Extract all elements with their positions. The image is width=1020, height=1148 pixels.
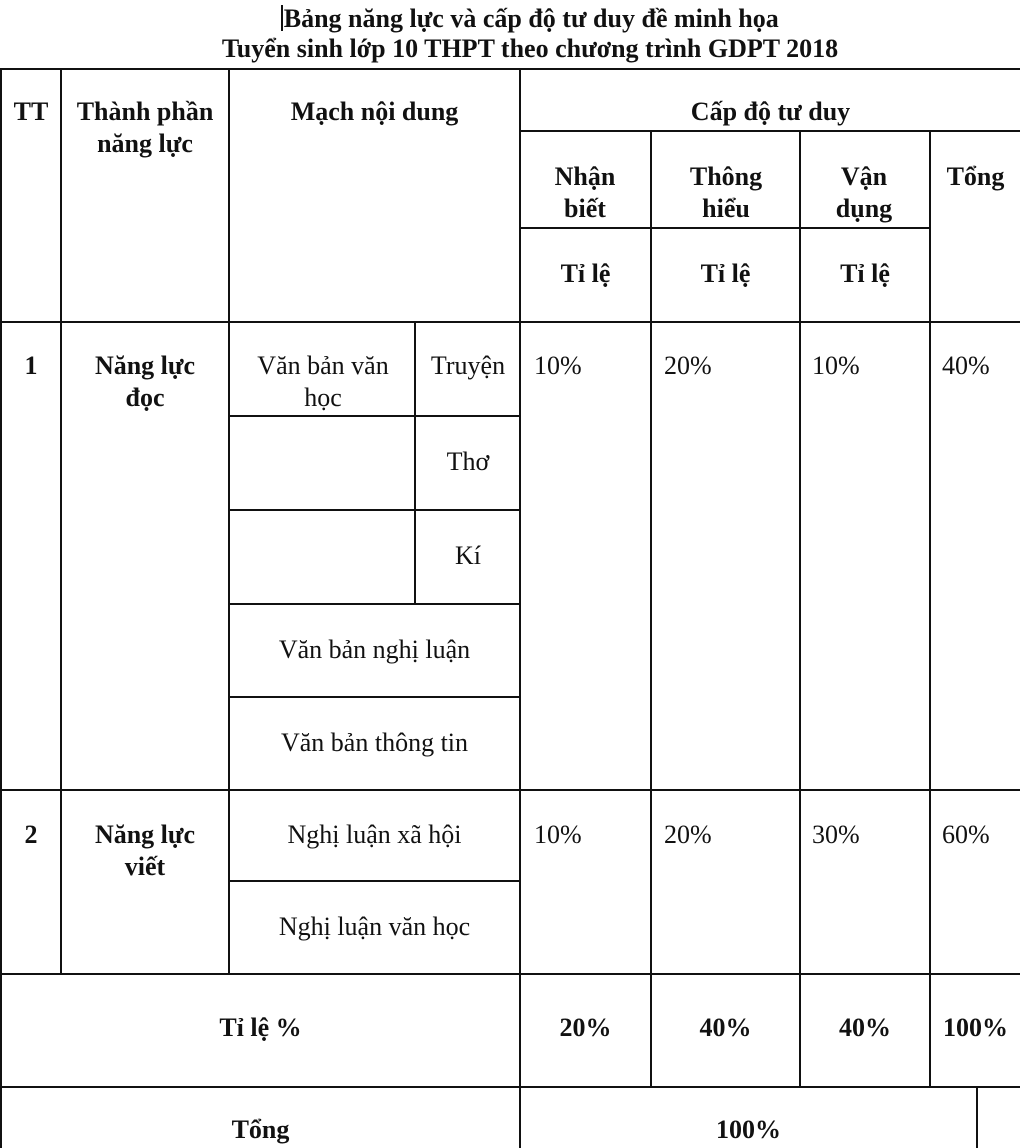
- header-tt: TT: [13, 97, 49, 126]
- header-total: Tổng: [946, 162, 1005, 191]
- grid-line: [60, 68, 62, 974]
- row1-understand: 20%: [664, 351, 712, 380]
- header-ratio-understand: Tỉ lệ: [700, 259, 751, 288]
- grid-line: [229, 696, 520, 698]
- row2-understand: 20%: [664, 820, 712, 849]
- row1-sub-memoir: Kí: [455, 541, 481, 570]
- grid-line: [0, 973, 1020, 975]
- grid-line: [229, 603, 520, 605]
- header-ratio-recognize: Tỉ lệ: [560, 259, 611, 288]
- ratio-recognize: 20%: [559, 1013, 612, 1042]
- grid-line: [929, 130, 931, 1087]
- total-label: Tổng: [231, 1115, 290, 1144]
- row2-recognize: 10%: [534, 820, 582, 849]
- row1-sub-poem: Thơ: [446, 447, 490, 476]
- row1-component: Năng lực đọc: [94, 351, 196, 412]
- row2-tt: 2: [24, 820, 38, 849]
- row2-literary-essay: Nghị luận văn học: [278, 912, 471, 941]
- header-recognize: Nhận biết: [554, 162, 616, 223]
- grid-line: [520, 130, 1020, 132]
- header-ratio-apply: Tỉ lệ: [840, 259, 890, 288]
- header-content: Mạch nội dung: [290, 97, 459, 126]
- grid-line: [229, 415, 520, 417]
- ratio-understand: 40%: [699, 1013, 752, 1042]
- header-component: Thành phần năng lực: [76, 97, 214, 158]
- row1-tt: 1: [24, 351, 38, 380]
- document-subtitle: Tuyển sinh lớp 10 THPT theo chương trình GDPT 2018: [221, 34, 839, 63]
- row1-total: 40%: [942, 351, 990, 380]
- row1-recognize: 10%: [534, 351, 582, 380]
- header-levels: Cấp độ tư duy: [690, 97, 851, 126]
- grid-line: [519, 68, 521, 1148]
- row1-apply: 10%: [812, 351, 860, 380]
- ratio-label: Tỉ lệ %: [219, 1013, 302, 1042]
- row1-sub-story: Truyện: [430, 351, 506, 380]
- header-understand: Thông hiểu: [689, 162, 763, 223]
- total-value: 100%: [716, 1115, 781, 1144]
- grid-line: [229, 509, 520, 511]
- grid-line: [0, 68, 1020, 70]
- ratio-apply: 40%: [839, 1013, 891, 1042]
- row2-apply: 30%: [812, 820, 860, 849]
- row2-social-essay: Nghị luận xã hội: [287, 820, 462, 849]
- ratio-total: 100%: [943, 1013, 1008, 1042]
- grid-line: [976, 1086, 978, 1148]
- row1-informational: Văn bản thông tin: [280, 728, 469, 757]
- grid-line: [0, 1086, 1020, 1088]
- row1-group-literary: Văn bản văn học: [257, 351, 389, 412]
- row2-component: Năng lực viết: [94, 820, 196, 881]
- grid-line: [0, 68, 2, 1148]
- grid-line: [229, 880, 520, 882]
- row2-total: 60%: [942, 820, 990, 849]
- grid-line: [520, 227, 930, 229]
- row1-argumentative: Văn bản nghị luận: [278, 635, 471, 664]
- header-apply: Vận dụng: [835, 162, 893, 223]
- document-title: Bảng năng lực và cấp độ tư duy đề minh họa: [0, 4, 1020, 34]
- grid-line: [0, 321, 1020, 323]
- grid-line: [0, 789, 1020, 791]
